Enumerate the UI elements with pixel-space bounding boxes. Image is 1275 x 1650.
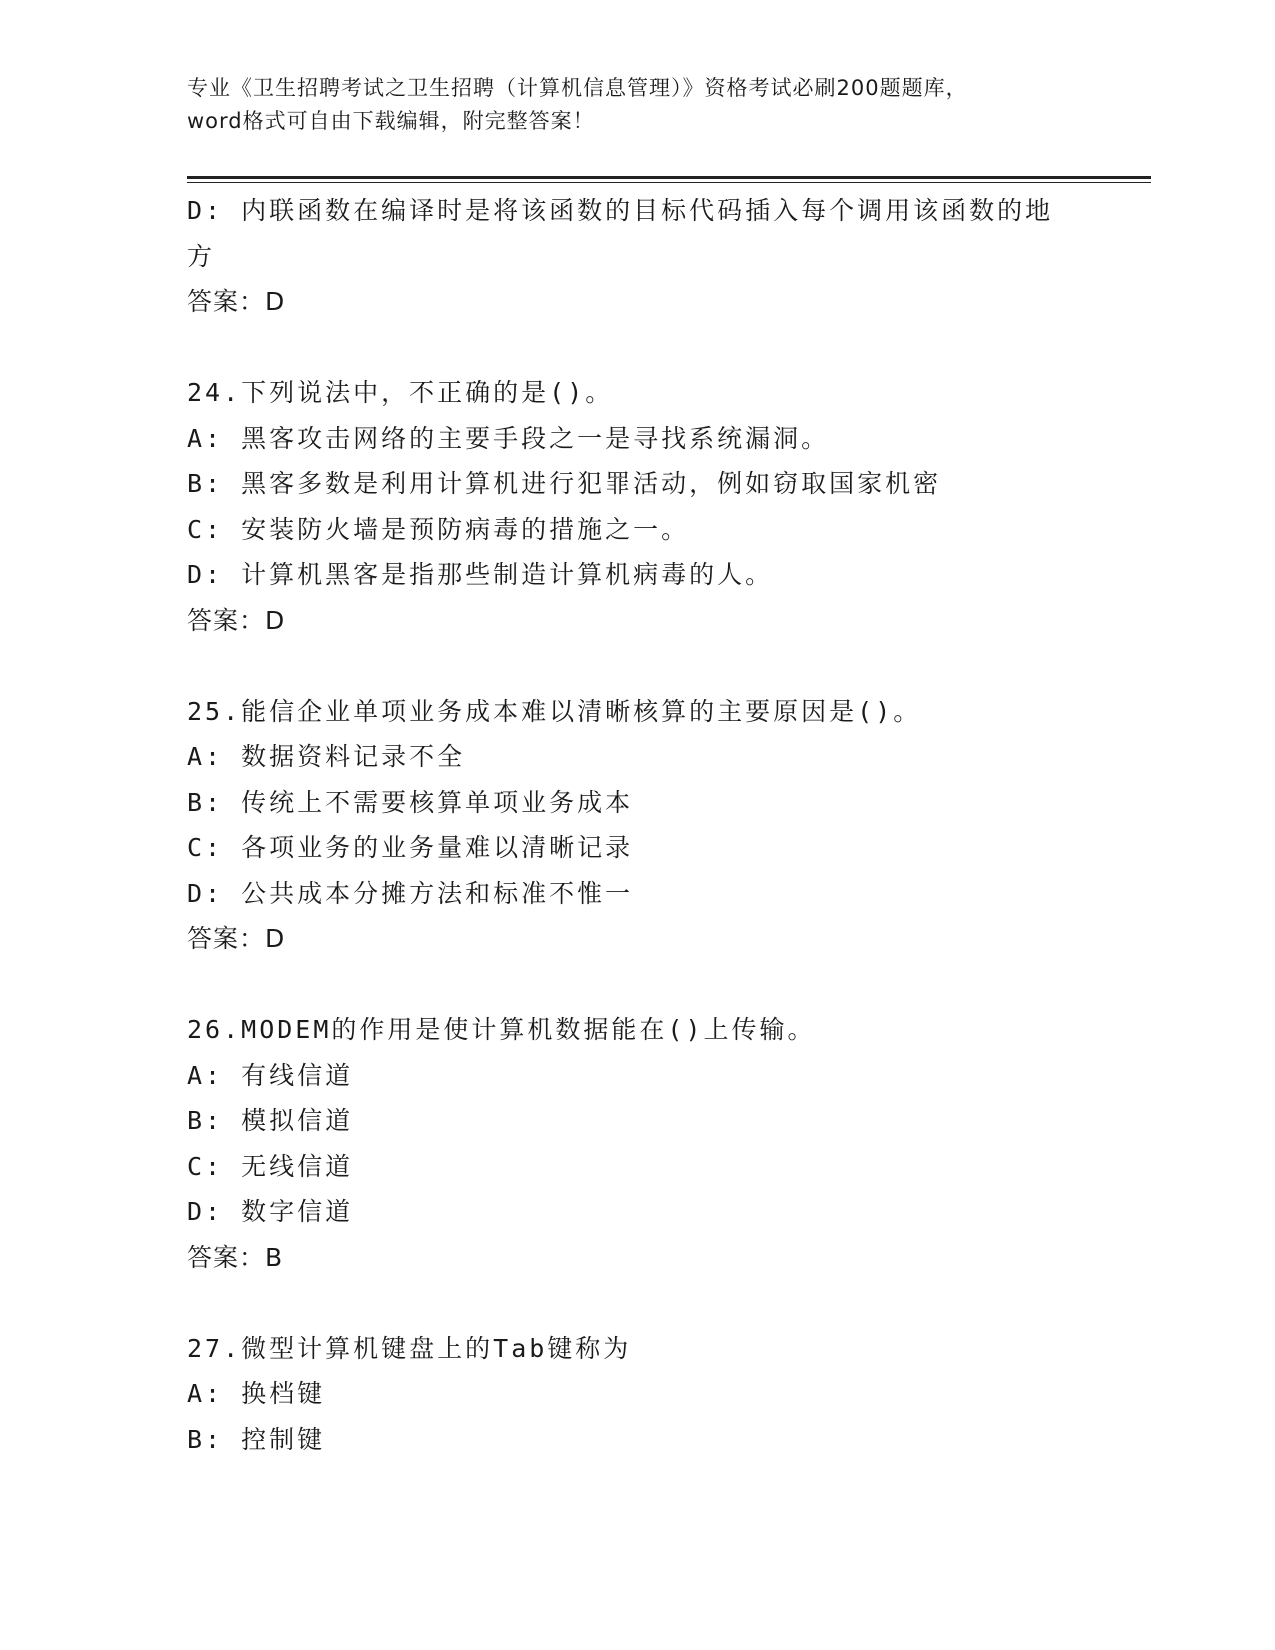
- option-b: B: 控制键: [187, 1424, 326, 1454]
- option-b: B: 传统上不需要核算单项业务成本: [187, 787, 634, 817]
- spacer: [187, 325, 1147, 371]
- answer: 答案：D: [187, 287, 286, 316]
- answer: 答案：D: [187, 924, 286, 953]
- option-c: C: 各项业务的业务量难以清晰记录: [187, 833, 634, 862]
- header-title-line-1: 专业《卫生招聘考试之卫生招聘（计算机信息管理）》资格考试必刷200题题库，: [187, 76, 968, 100]
- question-24: [187, 370, 1147, 643]
- question-list: [187, 188, 1147, 1462]
- option-c: C: 安装防火墙是预防病毒的措施之一。: [187, 514, 690, 544]
- option-a: A: 黑客攻击网络的主要手段之一是寻找系统漏洞。: [187, 423, 830, 453]
- option-b: B: 黑客多数是利用计算机进行犯罪活动，例如窃取国家机密: [187, 469, 942, 498]
- question-stem: 27.微型计算机键盘上的Tab键称为: [187, 1333, 632, 1363]
- question-stem: 25.能信企业单项业务成本难以清晰核算的主要原因是()。: [187, 696, 922, 726]
- option-b: B: 模拟信道: [187, 1106, 354, 1135]
- question-25: [187, 689, 1147, 962]
- header-rule-thin: [187, 182, 1151, 183]
- document-header: [187, 72, 1087, 138]
- option-d: D: 计算机黑客是指那些制造计算机病毒的人。: [187, 560, 774, 589]
- option-a: A: 数据资料记录不全: [187, 742, 466, 771]
- spacer: [187, 1280, 1147, 1326]
- option-a: A: 有线信道: [187, 1060, 354, 1090]
- spacer: [187, 962, 1147, 1008]
- question-26: [187, 1007, 1147, 1280]
- header-title-line-2: word格式可自由下载编辑，附完整答案！: [187, 109, 595, 133]
- answer: 答案：D: [187, 605, 286, 635]
- option-d-wrap: 方: [187, 241, 216, 271]
- spacer: [187, 643, 1147, 689]
- option-a: A: 换档键: [187, 1379, 326, 1408]
- question-27: [187, 1326, 1147, 1463]
- option-d: D: 内联函数在编译时是将该函数的目标代码插入每个调用该函数的地: [187, 196, 1054, 225]
- option-d: D: 数字信道: [187, 1197, 354, 1226]
- question-stem: 26.MODEM的作用是使计算机数据能在()上传输。: [187, 1015, 816, 1044]
- header-rule-thick: [187, 176, 1151, 179]
- answer: 答案：B: [187, 1242, 284, 1272]
- option-d: D: 公共成本分摊方法和标准不惟一: [187, 878, 634, 908]
- question-23-continuation: [187, 188, 1147, 325]
- question-stem: 24.下列说法中，不正确的是()。: [187, 378, 614, 407]
- option-c: C: 无线信道: [187, 1151, 354, 1181]
